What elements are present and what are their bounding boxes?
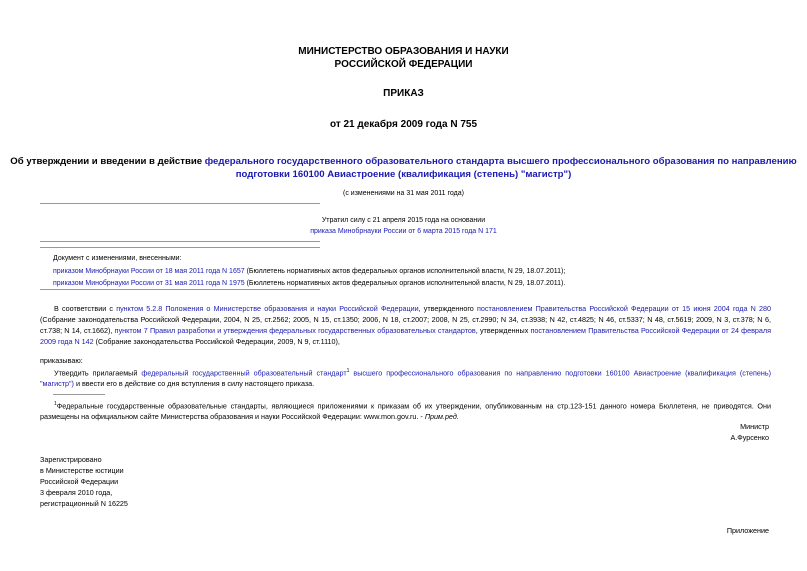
footnote: $^1$Федеральные государственные образовательные стандарты, являющиеся приложениями к приказам об их утверждении, опубликованным на стр.123-151 данного номера Бюллетеня, не приводятся. Они размещены на официальном сайте Министерства образования и науки Российской Федерации: www.mon.gov.ru. - Прим.ред. — [40, 401, 771, 422]
amendment-item: приказом Минобрнауки России от 31 мая 2011 года N 1975 (Бюллетень нормативных актов федеральных органов исполнительной власти, N 29, 18.07.2011). — [53, 280, 566, 287]
changes-note: (с изменениями на 31 мая 2011 года) — [343, 190, 464, 197]
footnote-divider — [53, 394, 105, 395]
title-standard-link-line2[interactable]: подготовки 160100 Авиастроение (квалификация (степень) "магистр") — [235, 169, 572, 180]
amendments-intro: Документ с изменениями, внесенными: — [53, 255, 182, 262]
doc-type: ПРИКАЗ — [383, 88, 424, 99]
title-prefix: Об утверждении и введении в действие — [10, 156, 205, 167]
rules-link[interactable]: пунктом 7 Правил разработки и утверждения федеральных государственных образовательных стандартов — [114, 326, 476, 335]
divider — [40, 203, 320, 204]
government-decree-link[interactable]: постановлением Правительства Российской Федерации от 15 июня 2004 года N 280 — [477, 304, 772, 313]
order-word: приказываю: — [40, 356, 83, 365]
footnote-ref[interactable]: 1 — [346, 368, 350, 374]
government-decree-link-2[interactable]: постановлением Правительства Российской Федерации от 24 февраля 2009 года N 142 — [40, 326, 771, 346]
signatory-name: А.Фурсенко — [730, 433, 769, 442]
divider — [40, 289, 320, 290]
editor-note: Прим.ред. — [424, 412, 459, 422]
signatory-position: Министр — [740, 422, 769, 431]
preamble-paragraph: В соответствии с пунктом 5.2.8 Положения о Министерстве образования и науки Российской Федерации, утвержденного постановлением Правительства Российской Федерации от 15 июня 2004 года N 280 (Собрание законодательства Российской Федерации, 2004, N 25, ст.2562; 2005, N 15, ст.1350; 2006, N 18, ст.2007; 2008, N 25, ст.2990; N 34, ст.3938; N 42, ст.4825; N 46, ст.5337; N 48, ст.5619; 2009, N 3, ст.378; N 6, ст.738; N 14, ст.1662), пунктом 7 Правил разработки и утверждения федеральных государственных образовательных стандартов, утвержденных постановлением Правительства Российской Федерации от 24 февраля 2009 года N 142 (Собрание законодательства Российской Федерации, 2009, N 9, ст.1110), — [40, 304, 772, 346]
repeal-line: Утратил силу с 21 апреля 2015 года на основании — [321, 217, 486, 224]
ministry-line-1: МИНИСТЕРСТВО ОБРАЗОВАНИЯ И НАУКИ — [298, 46, 509, 57]
amendment-link[interactable]: приказом Минобрнауки России от 18 мая 2011 года N 1657 — [53, 267, 245, 275]
repeal-order-link[interactable]: приказа Минобрнауки России от 6 марта 2015 года N 171 — [310, 227, 497, 235]
document-title — [0, 155, 807, 181]
doc-date-number: от 21 декабря 2009 года N 755 — [329, 119, 478, 130]
divider — [40, 241, 320, 242]
title-standard-link[interactable]: федерального государственного образовательного стандарта высшего профессионального образования по направлению — [204, 156, 797, 167]
standard-link[interactable]: федеральный государственный образовательный стандарт — [141, 368, 347, 378]
regulation-link[interactable]: пунктом 5.2.8 Положения о Министерстве образования и науки Российской Федерации — [116, 304, 419, 313]
repeal-note — [0, 216, 807, 236]
divider — [40, 247, 320, 248]
amendments-block — [53, 254, 773, 289]
appendix-label: Приложение — [726, 526, 769, 535]
amendment-link[interactable]: приказом Минобрнауки России от 31 мая 2011 года N 1975 — [53, 280, 245, 287]
amendment-item: приказом Минобрнауки России от 18 мая 2011 года N 1657 (Бюллетень нормативных актов федеральных органов исполнительной власти, N 29, 18.07.2011); — [53, 267, 566, 275]
signature — [730, 421, 769, 443]
standard-link-2[interactable]: высшего профессионального образования по направлению подготовки 160100 Авиастроение (квалификация (степень) "магистр") — [40, 368, 772, 389]
ministry-name — [0, 45, 807, 71]
order-paragraph: Утвердить прилагаемый федеральный государственный образовательный стандарт$^1$ высшего профессионального образования по направлению подготовки 160100 Авиастроение (квалификация (степень) "магистр") и ввести его в действие со дня вступления в силу настоящего приказа. — [40, 368, 772, 389]
registration-block: Зарегистрировано в Министерстве юстиции Российской Федерации 3 февраля 2010 года, регистрационный N 16225 — [40, 455, 128, 508]
ministry-line-2: РОССИЙСКОЙ ФЕДЕРАЦИИ — [334, 59, 473, 70]
